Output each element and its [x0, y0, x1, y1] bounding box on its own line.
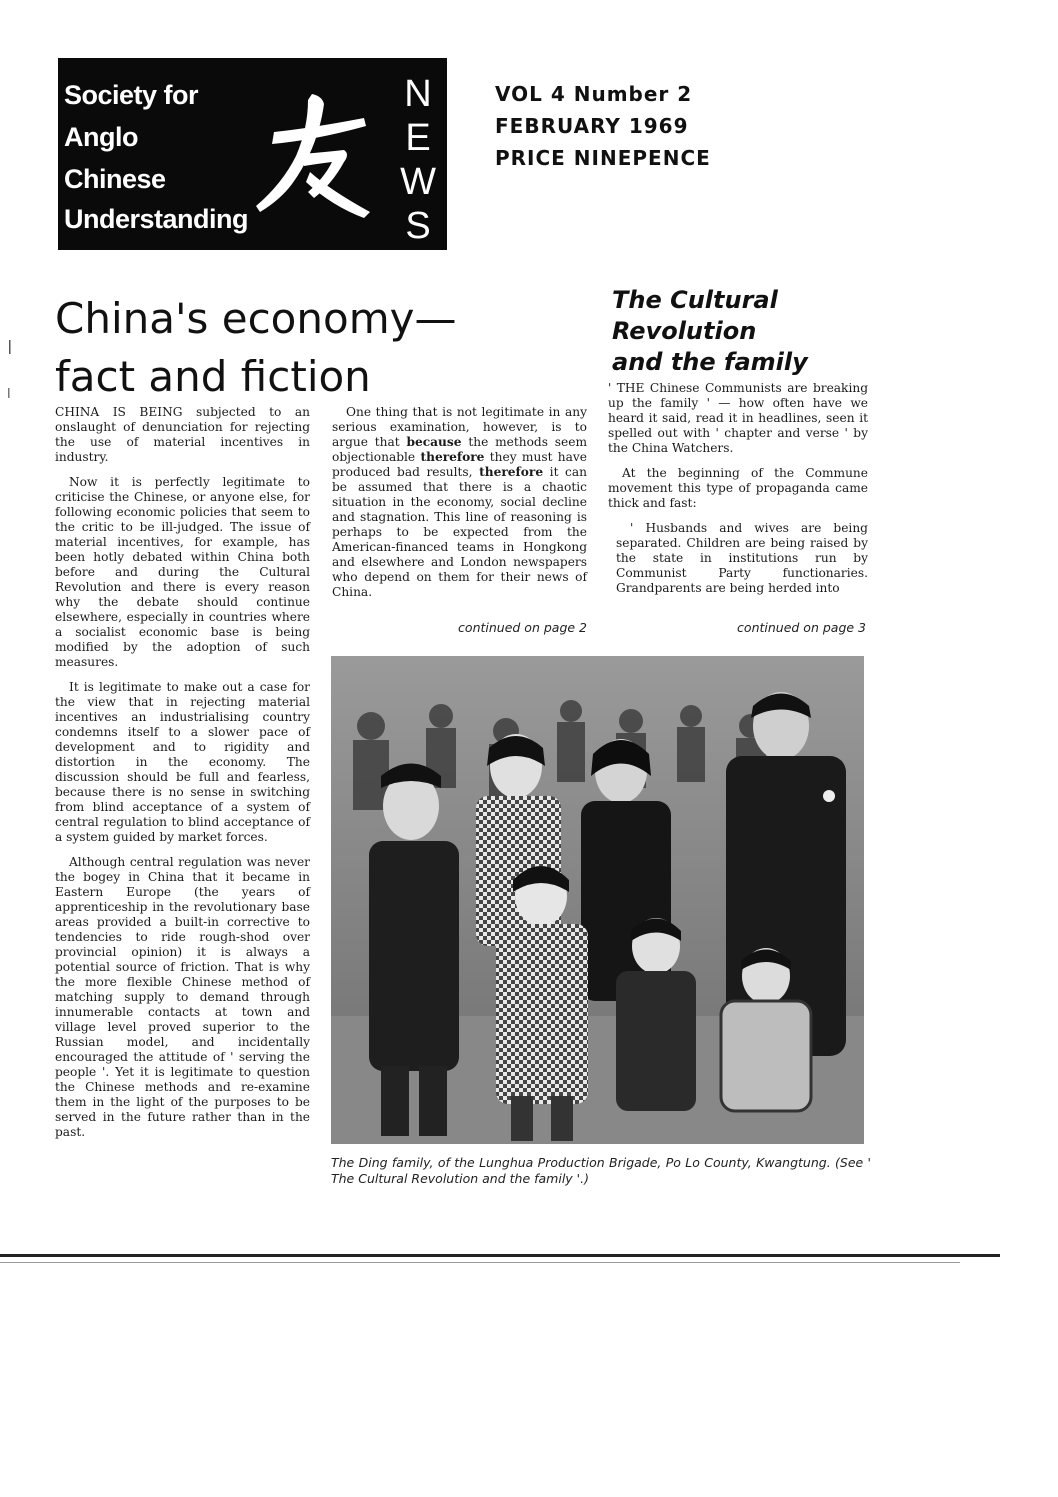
family-photo-image — [331, 656, 864, 1144]
issue-volume: VOL 4 Number 2 — [495, 82, 693, 106]
emphasis-because: because — [406, 435, 462, 449]
masthead-line-society: Society for — [64, 80, 199, 110]
emphasis-therefore: therefore — [479, 465, 544, 479]
news-vertical-wordmark — [388, 72, 448, 248]
main-headline-line1: China's economy— — [55, 294, 457, 343]
issue-price: PRICE NINEPENCE — [495, 146, 711, 170]
masthead-line-anglo: Anglo — [64, 122, 138, 152]
photo-caption: The Ding family, of the Lunghua Production Brigade, Po Lo County, Kwangtung. (See ' The Cultural Revolution and the family '.) — [331, 1155, 871, 1186]
article-paragraph: Now it is perfectly legitimate to criticise the Chinese, or anyone else, for following economic policies that seem to the critic to be ill-judged. The issue of material incentives, for example, has been hotly debated within China both before and during the Cultural Revolution and there is every reason why the debate should continue elsewhere, especially in countries where a socialist economic base is being modified by the adoption of such measures. — [55, 475, 310, 669]
side-headline-line2: Revolution — [612, 317, 757, 345]
main-headline-line2: fact and fiction — [55, 352, 371, 401]
friendship-character-logo — [252, 88, 372, 218]
emphasis-therefore: therefore — [420, 450, 485, 464]
news-letter: E — [405, 117, 431, 159]
article-paragraph: At the beginning of the Commune movement this type of propaganda came thick and fast: — [608, 466, 868, 510]
continued-page-3-link[interactable]: continued on page 3 — [737, 620, 866, 635]
masthead — [58, 58, 447, 250]
side-article-column — [608, 381, 868, 606]
article-paragraph: Although central regulation was never the bogey in China that it became in Eastern Europe (the years of apprenticeship in the revolutionary base areas provided a built-in corrective to tendencies to ride rough-shod over provincial opinion) it is always a potential source of friction. That is why the more flexible Chinese method of matching supply to demand through innumerable contacts at town and village level proved superior to the Russian model, and incidentally encouraged the attitude of ' serving the people '. Yet it is legitimate to question the Chinese methods and re-examine them in the light of the purposes to be served in the future rather than in the past. — [55, 855, 310, 1139]
family-photograph — [331, 656, 864, 1144]
main-headline — [55, 290, 555, 406]
masthead-line-chinese: Chinese — [64, 164, 166, 194]
page-bottom-rule-thin — [0, 1262, 960, 1263]
article-paragraph: CHINA IS BEING subjected to an onslaught of denunciation for rejecting the use of material incentives in industry. — [55, 405, 310, 464]
article-quote: ' Husbands and wives are being separated. Children are being raised by the state in institutions run by Communist Party functionaries. Grandparents are being herded into — [616, 521, 868, 595]
side-headline-line3: and the family — [612, 348, 808, 376]
page-bottom-rule — [0, 1254, 1000, 1257]
news-letter: S — [405, 205, 431, 247]
main-article-column-2 — [332, 405, 587, 610]
masthead-line-understanding: Understanding — [64, 204, 249, 234]
scan-artifact-marks — [0, 330, 20, 410]
side-headline-line1: The Cultural — [612, 286, 778, 314]
continued-page-2-link[interactable]: continued on page 2 — [458, 620, 587, 635]
main-article-column-1 — [55, 405, 310, 1150]
side-headline — [612, 285, 872, 378]
issue-info — [495, 78, 711, 174]
article-paragraph: It is legitimate to make out a case for the view that in rejecting material incentives an industrialising country condemns itself to a slower pace of development and to rigidity and distortion in the economy. The discussion should be full and fearless, because there is no sense in switching from blind acceptance of a system of central regulation to blind acceptance of a system guided by market forces. — [55, 680, 310, 844]
article-paragraph: ' THE Chinese Communists are breaking up the family ' — how often have we heard it said, read it in headlines, seen it spelled out with ' chapter and verse ' by the China Watchers. — [608, 381, 868, 455]
article-paragraph: One thing that is not legitimate in any serious examination, however, is to argue that because the methods seem objectionable therefore they must have produced bad results, therefore it can be assumed that there is a chaotic situation in the economy, social decline and stagnation. This line of reasoning is perhaps to be expected from the American-financed teams in Hongkong and elsewhere and London newspapers who depend on them for their news of China. — [332, 405, 588, 599]
news-letter: W — [400, 161, 436, 203]
news-letter: N — [404, 73, 432, 115]
issue-date: FEBRUARY 1969 — [495, 114, 689, 138]
